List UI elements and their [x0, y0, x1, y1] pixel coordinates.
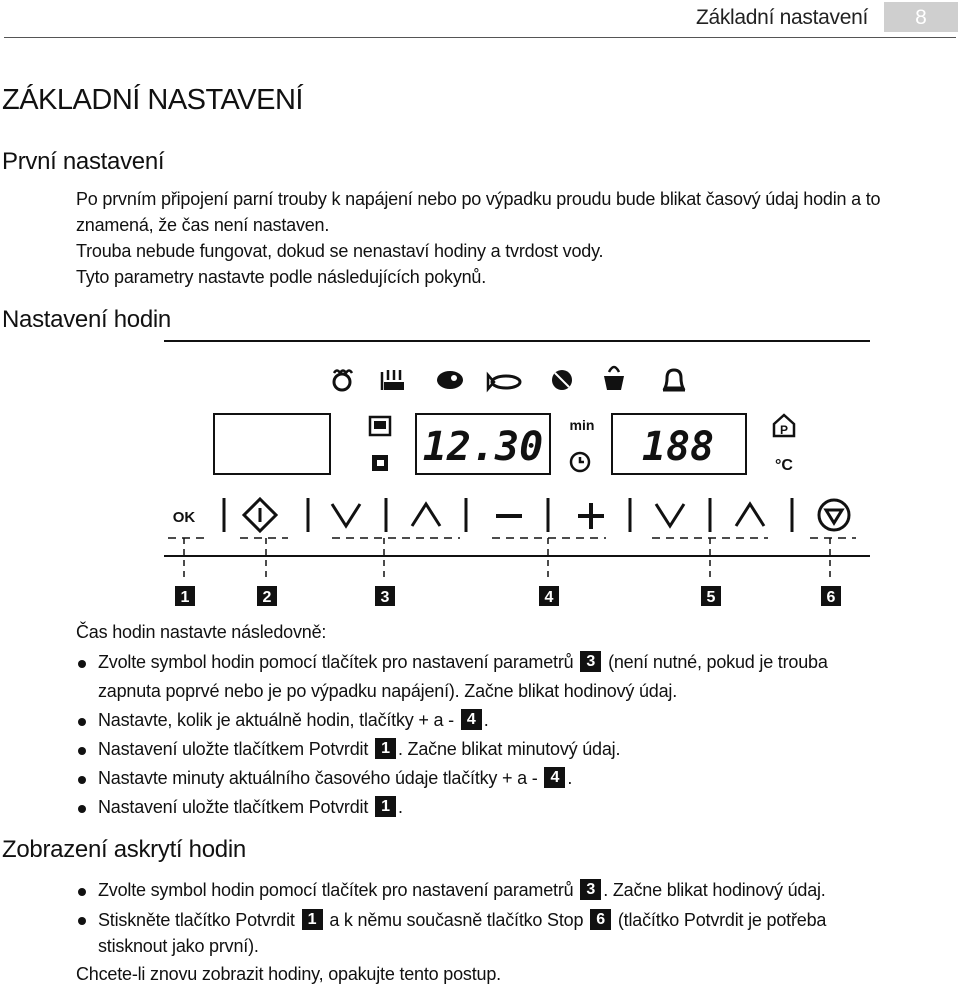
param-down-button	[332, 504, 360, 526]
param-up-button	[412, 504, 440, 526]
paragraph-line: Trouba nebude fungovat, dokud se nenastaví hodiny a tvrdost vody.	[76, 241, 604, 261]
control-panel-diagram	[160, 338, 872, 618]
callout-number: 2	[262, 589, 272, 606]
program-label: P	[779, 423, 789, 437]
ok-button: OK	[172, 509, 196, 526]
item-text: Stiskněte tlačítko Potvrdit	[98, 910, 295, 930]
item-text: Zvolte symbol hodin pomocí tlačítek pro nastavení parametrů	[98, 880, 574, 900]
ref-badge: 4	[461, 709, 482, 730]
clock-icon	[571, 453, 589, 471]
item-text: . Začne blikat hodinový údaj.	[603, 880, 826, 900]
section-title: Základní nastavení	[695, 6, 868, 29]
ref-badge: 3	[580, 879, 601, 900]
item-text: zapnuta poprvé nebo je po výpadku napájení). Začne blikat hodinový údaj.	[98, 681, 678, 701]
list-item	[76, 706, 828, 735]
callout-number: 6	[826, 589, 836, 606]
program-down-button	[656, 504, 684, 526]
vegetables-icon	[552, 370, 572, 390]
list-item	[76, 648, 828, 706]
dessert-icon	[604, 367, 624, 390]
paragraph-line: Tyto parametry nastavte podle následujících pokynů.	[76, 267, 487, 287]
ref-badge: 1	[375, 738, 396, 759]
ref-badge: 6	[590, 909, 611, 930]
ref-badge: 1	[302, 909, 323, 930]
item-text: a k němu současně tlačítko Stop	[329, 910, 584, 930]
clock-display-value: 12.30	[422, 424, 544, 470]
list-item	[76, 793, 828, 822]
bell-icon	[663, 370, 685, 390]
first-setup-heading: První nastavení	[2, 148, 165, 175]
water-tank-icon	[372, 455, 388, 471]
ref-badge: 4	[544, 767, 565, 788]
celsius-label: °C	[775, 457, 793, 474]
first-setup-text	[76, 186, 880, 290]
item-text: (tlačítko Potvrdit je potřeba	[617, 910, 827, 930]
page-title: ZÁKLADNÍ NASTAVENÍ	[2, 84, 303, 116]
temperature-display-value: 188	[641, 424, 715, 470]
item-text: .	[483, 710, 489, 730]
callout-number: 1	[180, 589, 190, 606]
left-display	[214, 414, 330, 474]
steam-symbol-icon	[334, 371, 352, 391]
hide-clock-outro: Chcete-li znovu zobrazit hodiny, opakujte tento postup.	[76, 964, 501, 984]
item-text: stisknout jako první).	[98, 936, 259, 956]
header-rule	[4, 37, 956, 38]
plus-button	[578, 503, 604, 529]
page-header	[0, 0, 960, 40]
item-text: Nastavte minuty aktuálního časového údaje tlačítky + a -	[98, 768, 538, 788]
callout-lines	[184, 538, 830, 582]
stop-button	[819, 500, 849, 530]
min-label: min	[569, 417, 595, 433]
item-text: Zvolte symbol hodin pomocí tlačítek pro nastavení parametrů	[98, 652, 574, 672]
ref-badge: 1	[375, 796, 396, 817]
item-text: Nastavení uložte tlačítkem Potvrdit	[98, 739, 369, 759]
on-off-button	[244, 499, 276, 531]
callout-number: 5	[706, 589, 716, 606]
list-item	[76, 735, 828, 764]
item-text: (není nutné, pokud je trouba	[608, 652, 828, 672]
item-text: .	[397, 797, 403, 817]
item-text: Nastavte, kolik je aktuálně hodin, tlačítky + a -	[98, 710, 454, 730]
paragraph-line: znamená, že čas není nastaven.	[76, 215, 330, 235]
list-item	[76, 905, 826, 959]
instruction-list	[76, 648, 828, 822]
page-number: 8	[884, 2, 958, 32]
paragraph-line: Po prvním připojení parní trouby k napájení nebo po výpadku proudu bude blikat časový údaj hodin a to	[76, 189, 881, 209]
meat-icon	[437, 371, 463, 389]
hide-clock-list	[76, 876, 826, 959]
hide-clock-heading: Zobrazení askrytí hodin	[2, 836, 246, 863]
item-text: . Začne blikat minutový údaj.	[397, 739, 621, 759]
item-text: Nastavení uložte tlačítkem Potvrdit	[98, 797, 369, 817]
fish-icon	[488, 375, 520, 389]
instructions-intro: Čas hodin nastavte následovně:	[76, 622, 327, 642]
clock-setting-heading: Nastavení hodin	[2, 306, 171, 333]
keep-warm-icon	[370, 417, 390, 435]
callout-number: 3	[380, 589, 390, 606]
ref-badge: 3	[580, 651, 601, 672]
program-icon	[774, 415, 794, 437]
list-item	[76, 876, 826, 905]
callout-number: 4	[544, 589, 554, 606]
item-text: .	[567, 768, 573, 788]
program-up-button	[736, 504, 764, 526]
steam-cooking-icon	[382, 370, 404, 390]
list-item	[76, 764, 828, 793]
